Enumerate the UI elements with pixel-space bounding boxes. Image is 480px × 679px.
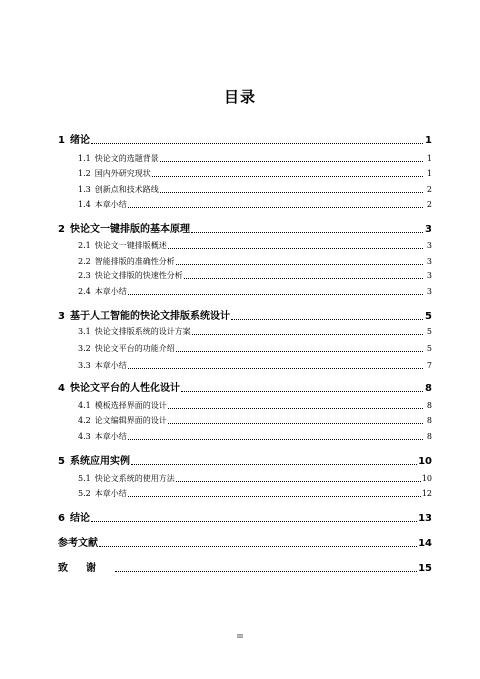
toc-entry-title: 快论文平台的人性化设计 [69, 383, 180, 394]
toc-leader-dots [152, 175, 423, 177]
toc-entry-title: 结论 [69, 513, 90, 524]
toc-leader-dots [176, 350, 423, 352]
toc-chapter-entry[interactable] [58, 220, 432, 235]
toc-entry-page: 3 [425, 224, 432, 235]
toc-entry-title: 快论文系统的使用方法 [94, 474, 175, 483]
toc-leader-dots [168, 422, 423, 424]
toc-leader-dots [160, 191, 423, 193]
toc-leader-dots [128, 495, 421, 497]
toc-leader-dots [91, 520, 417, 522]
toc-entry-number: 6 [58, 513, 65, 524]
toc-entry-page: 3 [426, 241, 432, 250]
toc-chapter-entry[interactable] [58, 534, 432, 549]
toc-leader-dots [192, 333, 423, 335]
toc-section-entry[interactable] [78, 270, 432, 281]
toc-leader-dots [91, 142, 423, 144]
toc-entry-page: 2 [426, 185, 432, 194]
toc-entry-page: 8 [426, 401, 432, 410]
toc-entry-number: 2.2 [78, 257, 91, 266]
toc-entry-title: 快论文平台的功能介绍 [94, 344, 175, 353]
toc-chapter-entry[interactable] [58, 509, 432, 524]
toc-entry-page: 13 [418, 513, 432, 524]
toc-section-entry[interactable] [78, 415, 432, 426]
toc-section-entry[interactable] [78, 488, 432, 499]
toc-entry-title: 快论文一键排版概述 [94, 241, 167, 250]
toc-leader-dots [231, 318, 423, 320]
toc-entry-page: 1 [426, 154, 432, 163]
toc-entry-number: 2.4 [78, 287, 91, 296]
toc-section-entry[interactable] [78, 256, 432, 267]
toc-entry-number: 5.2 [78, 489, 91, 498]
toc-entry-number: 2.3 [78, 271, 91, 280]
toc-entry-page: 5 [426, 344, 432, 353]
toc-leader-dots [128, 206, 423, 208]
toc-leader-dots [128, 293, 423, 295]
toc-chapter-entry[interactable] [58, 452, 432, 467]
toc-chapter-entry[interactable] [58, 307, 432, 322]
toc-leader-dots [168, 407, 423, 409]
toc-entry-number: 4.2 [78, 416, 91, 425]
toc-section-entry[interactable] [78, 199, 432, 210]
toc-section-entry[interactable] [78, 400, 432, 411]
toc-entry-page: 10 [418, 456, 432, 467]
toc-entry-number: 1.3 [78, 185, 91, 194]
toc-entry-number: 3.2 [78, 344, 91, 353]
toc-entry-number: 4 [58, 383, 65, 394]
toc-entry-page: 2 [426, 200, 432, 209]
toc-entry-number: 1.2 [78, 169, 91, 178]
toc-leader-dots [99, 545, 417, 547]
toc-section-entry[interactable] [78, 326, 432, 337]
toc-entry-title: 模板选择界面的设计 [94, 401, 167, 410]
toc-entry-number: 2 [58, 224, 65, 235]
toc-entry-number: 2.1 [78, 241, 91, 250]
toc-entry-title: 绪论 [69, 135, 90, 146]
toc-leader-dots [176, 480, 421, 482]
toc-entry-title: 快论文一键排版的基本原理 [69, 224, 190, 235]
toc-chapter-entry[interactable] [58, 131, 432, 146]
toc-entry-title: 致谢 [58, 563, 114, 574]
toc-entry-page: 12 [421, 489, 432, 498]
page-title: 目录 [223, 88, 256, 106]
toc-entry-page: 10 [421, 474, 432, 483]
toc-entry-number: 5 [58, 456, 65, 467]
toc-entry-number: 4.1 [78, 401, 91, 410]
toc-section-entry[interactable] [78, 168, 432, 179]
toc-entry-title: 本章小结 [94, 432, 127, 441]
toc-leader-dots [176, 263, 423, 265]
toc-entry-page: 1 [425, 135, 432, 146]
toc-section-entry[interactable] [78, 286, 432, 297]
toc-leader-dots [131, 463, 417, 465]
toc-entry-number: 1.4 [78, 200, 91, 209]
toc-section-entry[interactable] [78, 153, 432, 164]
toc-entry-page: 14 [418, 538, 432, 549]
toc-entry-title: 本章小结 [94, 200, 127, 209]
toc-entry-page: 15 [418, 563, 432, 574]
toc-leader-dots [168, 247, 423, 249]
toc-section-entry[interactable] [78, 360, 432, 371]
toc-section-entry[interactable] [78, 431, 432, 442]
toc-entry-title: 论文编辑界面的设计 [94, 416, 167, 425]
toc-entry-title: 快论文排版系统的设计方案 [94, 327, 191, 336]
toc-entry-page: 3 [426, 257, 432, 266]
toc-leader-dots [128, 438, 423, 440]
toc-entry-number: 3 [58, 311, 65, 322]
toc-entry-title: 系统应用实例 [69, 456, 130, 467]
toc-entry-page: 3 [426, 271, 432, 280]
toc-entry-title: 快论文排版的快速性分析 [94, 271, 183, 280]
page-number: III [237, 634, 243, 640]
toc-entry-page: 8 [425, 383, 432, 394]
toc-section-entry[interactable] [78, 240, 432, 251]
toc-entry-page: 5 [425, 311, 432, 322]
toc-leader-dots [184, 277, 423, 279]
toc-entry-number: 1.1 [78, 154, 91, 163]
toc-entry-page: 8 [426, 416, 432, 425]
toc-leader-dots [181, 390, 423, 392]
toc-entry-page: 7 [426, 361, 432, 370]
toc-leader-dots [115, 570, 417, 572]
toc-entry-title: 创新点和技术路线 [94, 185, 159, 194]
toc-entry-title: 本章小结 [94, 287, 127, 296]
toc-entry-title: 快论文的选题背景 [94, 154, 159, 163]
toc-leader-dots [160, 160, 423, 162]
toc-chapter-entry[interactable] [58, 379, 432, 394]
toc-entry-title: 国内外研究现状 [94, 169, 151, 178]
toc-entry-title: 本章小结 [94, 489, 127, 498]
toc-entry-number: 1 [58, 135, 65, 146]
toc-entry-number: 5.1 [78, 474, 91, 483]
toc-leader-dots [191, 231, 423, 233]
toc-entry-page: 8 [426, 432, 432, 441]
toc-section-entry[interactable] [78, 473, 432, 484]
toc-entry-page: 5 [426, 327, 432, 336]
toc-section-entry[interactable] [78, 343, 432, 354]
toc-chapter-entry[interactable] [58, 559, 432, 574]
toc-entry-page: 1 [426, 169, 432, 178]
toc-entry-page: 3 [426, 287, 432, 296]
toc-leader-dots [128, 367, 423, 369]
toc-entry-number: 3.3 [78, 361, 91, 370]
toc-entry-title: 参考文献 [58, 538, 98, 549]
toc-entry-number: 4.3 [78, 432, 91, 441]
toc-section-entry[interactable] [78, 184, 432, 195]
toc-entry-title: 智能排版的准确性分析 [94, 257, 175, 266]
toc-entry-title: 基于人工智能的快论文排版系统设计 [69, 311, 230, 322]
toc-entry-number: 3.1 [78, 327, 91, 336]
toc-entry-title: 本章小结 [94, 361, 127, 370]
